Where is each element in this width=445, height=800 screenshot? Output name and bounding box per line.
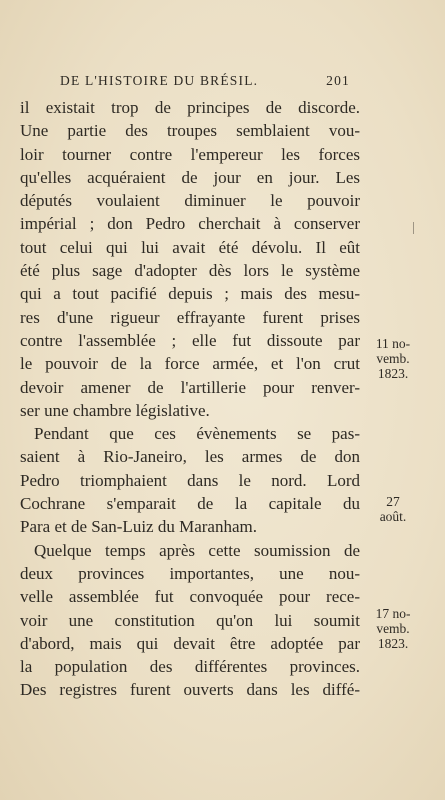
text-line: Des registres furent ouverts dans les diffé-: [20, 680, 360, 700]
margin-note-line: 11 no-: [375, 336, 411, 351]
text-line: loir tourner contre l'empereur les forces: [20, 144, 360, 164]
text-line: devoir amener de l'artillerie pour renver-: [20, 377, 360, 397]
margin-note-line: 1823.: [377, 636, 409, 651]
ink-mark: [413, 222, 414, 234]
margin-note-date: [363, 606, 423, 651]
text-line: Quelque temps après cette soumission de: [34, 540, 360, 560]
text-line: été plus sage d'adopter dès lors le système: [20, 261, 360, 281]
text-line: qu'elles acquéraient de jour en jour. Les: [20, 167, 360, 187]
text-line: Pedro triomphaient dans le nord. Lord: [20, 470, 360, 490]
margin-note-line: août.: [379, 509, 407, 524]
text-line: d'abord, mais qui devait être adoptée par: [20, 633, 360, 653]
margin-note-line: vemb.: [376, 621, 410, 636]
text-line: saient à Rio-Janeiro, les armes de don: [20, 447, 360, 467]
margin-note-line: vemb.: [376, 351, 410, 366]
text-line: impérial ; don Pedro cherchait à conserver: [20, 214, 360, 234]
text-line: il existait trop de principes de discorde.: [20, 98, 360, 117]
text-line: res d'une rigueur effrayante furent prises: [20, 307, 360, 327]
text-line: le pouvoir de la force armée, et l'on crut: [20, 354, 360, 374]
text-line: députés voulaient diminuer le pouvoir: [20, 191, 360, 211]
text-line: contre l'assemblée ; elle fut dissoute par: [20, 330, 360, 350]
margin-note-date: [363, 336, 423, 381]
text-line: Para et de San-Luiz du Maranham.: [20, 517, 257, 537]
text-line: deux provinces importantes, une nou-: [20, 563, 360, 583]
margin-note-line: 27: [386, 494, 400, 509]
body-text: [20, 96, 360, 702]
page-header: [60, 73, 350, 93]
running-title: DE L'HISTOIRE DU BRÉSIL.: [60, 73, 259, 88]
margin-note-date: [363, 494, 423, 524]
text-line: Cochrane s'emparait de la capitale du: [20, 494, 360, 514]
text-line: velle assemblée fut convoquée pour rece-: [20, 587, 360, 607]
text-line: qui a tout pacifié depuis ; mais des mesu-: [20, 284, 360, 304]
margin-note-line: 17 no-: [375, 606, 411, 621]
page-number: 201: [326, 73, 350, 88]
text-line: Pendant que ces évènements se pas-: [34, 424, 360, 444]
text-line: la population des différentes provinces.: [20, 657, 360, 677]
text-line: voir une constitution qu'on lui soumit: [20, 610, 360, 630]
margin-note-line: 1823.: [377, 366, 409, 381]
text-line: tout celui qui lui avait été dévolu. Il eût: [20, 237, 360, 257]
text-line: Une partie des troupes semblaient vou-: [20, 121, 360, 141]
text-line: ser une chambre législative.: [20, 400, 210, 420]
